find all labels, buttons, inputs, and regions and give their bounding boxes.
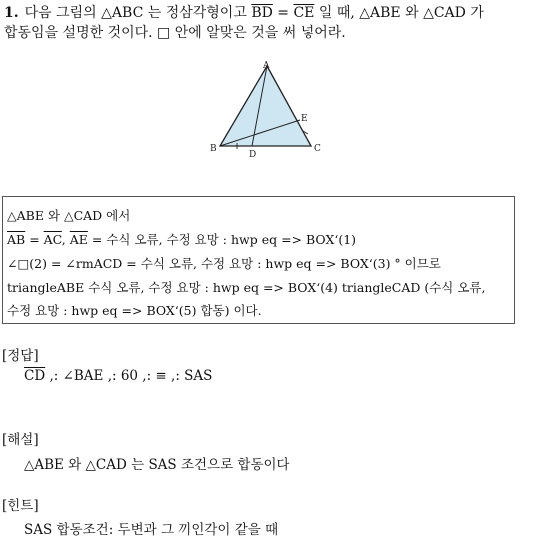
question-text-a: 다음 그림의 △ABC 는 정삼각형이고 xyxy=(24,5,252,21)
question-line-1 xyxy=(4,2,484,22)
label-d: D xyxy=(249,150,257,160)
equals-sign: = xyxy=(272,5,294,21)
segment-ac: $\overline{AC}$ xyxy=(43,232,62,247)
proof-line-1: △ABE 와 △CAD 에서 xyxy=(7,208,131,223)
answer-label: [정답] xyxy=(2,348,39,364)
question-line-2: 합동임을 설명한 것이다. □ 안에 알맞은 것을 써 넣어라. xyxy=(4,25,346,41)
answer-text xyxy=(24,368,212,384)
proof-box xyxy=(2,196,515,324)
label-c: C xyxy=(314,144,321,154)
triangle-figure xyxy=(200,58,330,160)
segment-cd: $\overline{CD}$ xyxy=(24,368,46,384)
proof-line-4: triangleABE 수식 오류, 수정 요망 : hwp eq => BOX‘(4) triangleCAD (수식 오류, xyxy=(7,280,486,295)
question-text-b: 일 때, △ABE 와 △CAD 가 xyxy=(314,5,484,21)
explanation-text: △ABE 와 △CAD 는 SAS 조건으로 합동이다 xyxy=(24,457,290,473)
explanation-label: [해설] xyxy=(2,432,39,448)
triangle-abc xyxy=(220,66,311,146)
proof-line-5: 수정 요망 : hwp eq => BOX‘(5) 합동) 이다. xyxy=(7,303,262,318)
proof-line-2-rest: = 수식 오류, 수정 요망 : hwp eq => BOX‘(1) xyxy=(87,232,357,247)
proof-line-2 xyxy=(7,228,356,252)
equals-sign: = xyxy=(25,232,44,247)
segment-ae: $\overline{AE}$ xyxy=(69,232,88,247)
proof-line-3: ∠□(2) = ∠rmACD = 수식 오류, 수정 요망 : hwp eq => BOX‘(3) ° 이므로 xyxy=(7,256,441,271)
segment-ab: $\overline{AB}$ xyxy=(7,232,26,247)
label-b: B xyxy=(210,144,217,154)
hint-text: SAS 합동조건: 두변과 그 끼인각이 같을 때 xyxy=(24,522,279,538)
label-a: A xyxy=(263,61,270,71)
segment-ce: $\overline{CE}$ xyxy=(293,5,315,21)
answer-rest: ,: ∠BAE ,: 60 ,: ≡ ,: SAS xyxy=(45,368,213,384)
comma: , xyxy=(61,232,70,247)
hint-label: [힌트] xyxy=(2,498,39,514)
question-number: 1. xyxy=(4,5,19,21)
label-e: E xyxy=(301,114,308,124)
segment-bd: $\overline{BD}$ xyxy=(251,5,273,21)
